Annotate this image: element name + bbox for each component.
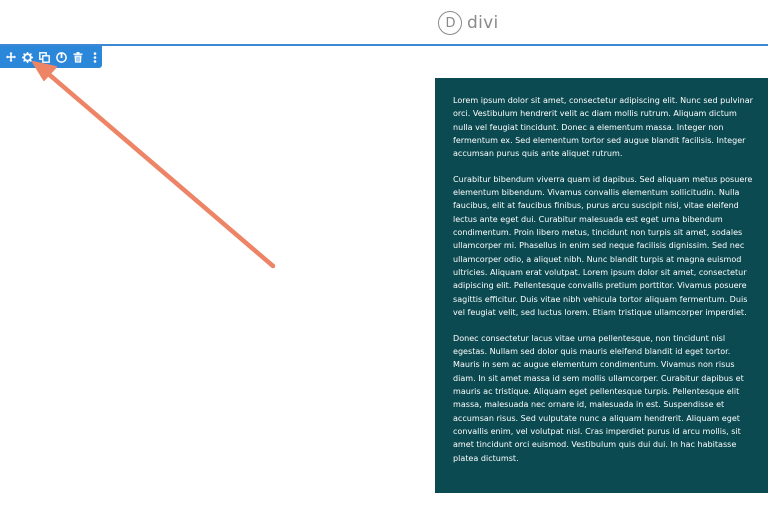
divi-logo-letter: D: [445, 15, 456, 31]
divi-logo-text: divi: [467, 13, 499, 33]
text-module[interactable]: [435, 78, 768, 493]
paragraph-1: Lorem ipsum dolor sit amet, consectetur adipiscing elit. Nunc sed pulvinar orci. Vestibulum hendrerit velit ac diam mollis rutrum. Aliquam dictum nulla vel feugiat tincidunt. Donec a elementum massa. Integer non fermentum ex. Sed elementum tortor sed augue blandit facilisis. Integer accumsan purus quis ante aliquet rutrum.: [453, 96, 753, 159]
paragraph-3: Donec consectetur lacus vitae urna pellentesque, non tincidunt nisl egestas. Nullam sed dolor quis mauris eleifend blandit id eget tortor. Mauris in sem ac augue elementum condimentum. Vivamus non risus diam. In sit amet massa id sem mollis ullamcorper. Curabitur dapibus et mauris ac tristique. Aliquam eget pellentesque turpis. Pellentesque elit massa, malesuada nec ornare id, malesuada in est. Suspendisse et accumsan risus. Sed vulputate nunc a aliquam hendrerit. Aliquam eget convallis enim, vel volutpat nisl. Cras imperdiet purus id arcu mollis, sit amet tincidunt orci euismod. Vestibulum quis dui dui. In hac habitasse platea dictumst.: [453, 333, 744, 463]
paragraph-2: Curabitur bibendum viverra quam id dapibus. Sed aliquam metus posuere elementum bibendum. Vivamus convallis elementum sollicitudin. Nulla faucibus, elit at faucibus finibus, purus arcu suscipit nisi, vitae eleifend lectus ante eget dui. Curabitur malesuada est eget urna bibendum condimentum. Proin libero metus, tincidunt non turpis sit amet, sodales ullamcorper mi. Phasellus in enim sed neque facilisis dignissim. Sed nec ullamcorper odio, a aliquet nibh. Nunc blandit turpis at magna euismod ultricies. Aliquam erat volutpat. Lorem ipsum dolor sit amet, consectetur adipiscing elit. Pellentesque convallis pretium porttitor. Vivamus posuere sagittis efficitur. Duis vitae nibh vehicula tortor aliquam fermentum. Duis vel feugiat velit, sed luctus lorem. Etiam tristique ullamcorper imperdiet.: [453, 174, 753, 318]
